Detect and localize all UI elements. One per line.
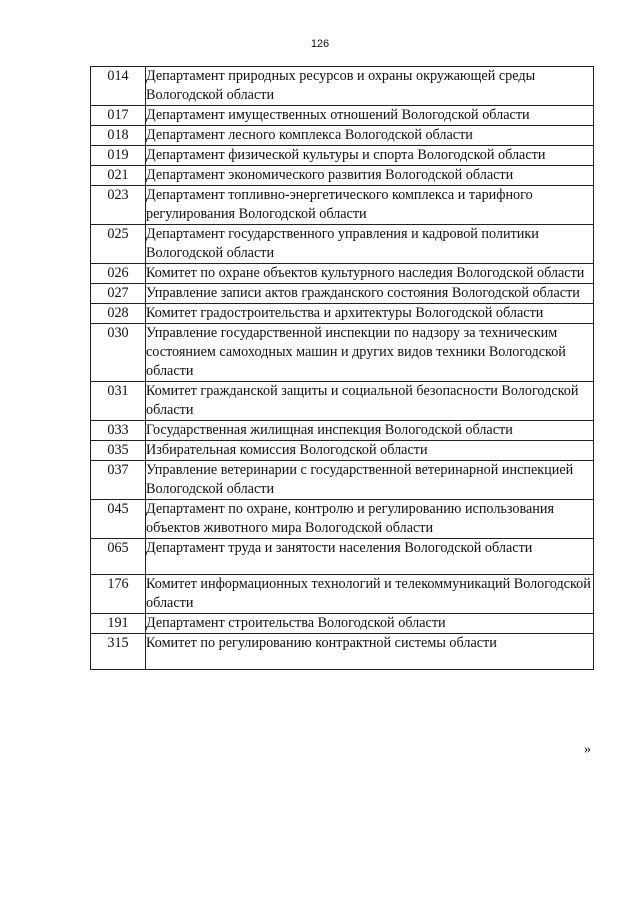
table-row: [91, 304, 594, 324]
code-cell: 030: [91, 324, 146, 382]
name-cell: Управление ветеринарии с государственной ветеринарной инспекцией Вологодской области: [146, 461, 594, 500]
table-row: [91, 106, 594, 126]
name-cell: Департамент физической культуры и спорта Вологодской области: [146, 146, 594, 166]
table-row: [91, 166, 594, 186]
table-row: [91, 284, 594, 304]
code-cell: 018: [91, 126, 146, 146]
code-cell: 027: [91, 284, 146, 304]
page-number: 126: [310, 38, 330, 50]
name-cell: Департамент лесного комплекса Вологодской области: [146, 126, 594, 146]
code-cell: 019: [91, 146, 146, 166]
table-row: [91, 382, 594, 421]
table-row: [91, 225, 594, 264]
code-cell: 065: [91, 539, 146, 575]
code-cell: 023: [91, 186, 146, 225]
code-cell: 014: [91, 67, 146, 106]
table-row: [91, 461, 594, 500]
table-row: [91, 126, 594, 146]
code-cell: 017: [91, 106, 146, 126]
name-cell: Департамент по охране, контролю и регулированию использования объектов животного мира Вологодской области: [146, 500, 594, 539]
code-cell: 035: [91, 441, 146, 461]
department-codes-table: [90, 66, 594, 670]
code-cell: 191: [91, 614, 146, 634]
name-cell: Избирательная комиссия Вологодской области: [146, 441, 594, 461]
name-cell: Департамент государственного управления и кадровой политики Вологодской области: [146, 225, 594, 264]
code-cell: 176: [91, 575, 146, 614]
name-cell: Департамент имущественных отношений Вологодской области: [146, 106, 594, 126]
table-row: [91, 614, 594, 634]
name-cell: Департамент строительства Вологодской области: [146, 614, 594, 634]
table-row: [91, 421, 594, 441]
code-cell: 037: [91, 461, 146, 500]
table-row: [91, 575, 594, 614]
code-cell: 033: [91, 421, 146, 441]
table-row: [91, 186, 594, 225]
name-cell: Комитет гражданской защиты и социальной безопасности Вологодской области: [146, 382, 594, 421]
name-cell: Комитет по охране объектов культурного наследия Вологодской области: [146, 264, 594, 284]
code-cell: 045: [91, 500, 146, 539]
table-row: [91, 634, 594, 670]
name-cell: Департамент природных ресурсов и охраны окружающей среды Вологодской области: [146, 67, 594, 106]
name-cell: Управление государственной инспекции по надзору за техническим состоянием самоходных машин и других видов техники Вологодской области: [146, 324, 594, 382]
code-cell: 028: [91, 304, 146, 324]
table-row: [91, 324, 594, 382]
name-cell: Департамент экономического развития Вологодской области: [146, 166, 594, 186]
table-row: [91, 441, 594, 461]
name-cell: Государственная жилищная инспекция Вологодской области: [146, 421, 594, 441]
name-cell: Комитет по регулированию контрактной системы области: [146, 634, 594, 670]
code-cell: 315: [91, 634, 146, 670]
name-cell: Управление записи актов гражданского состояния Вологодской области: [146, 284, 594, 304]
code-cell: 031: [91, 382, 146, 421]
code-cell: 025: [91, 225, 146, 264]
code-cell: 026: [91, 264, 146, 284]
table-row: [91, 500, 594, 539]
name-cell: Комитет градостроительства и архитектуры Вологодской области: [146, 304, 594, 324]
name-cell: Департамент топливно-энергетического комплекса и тарифного регулирования Вологодской области: [146, 186, 594, 225]
table-row: [91, 67, 594, 106]
code-cell: 021: [91, 166, 146, 186]
table-row: [91, 264, 594, 284]
name-cell: Департамент труда и занятости населения Вологодской области: [146, 539, 594, 575]
name-cell: Комитет информационных технологий и телекоммуникаций Вологодской области: [146, 575, 594, 614]
table-row: [91, 146, 594, 166]
closing-quote: »: [584, 742, 591, 757]
table-row: [91, 539, 594, 575]
